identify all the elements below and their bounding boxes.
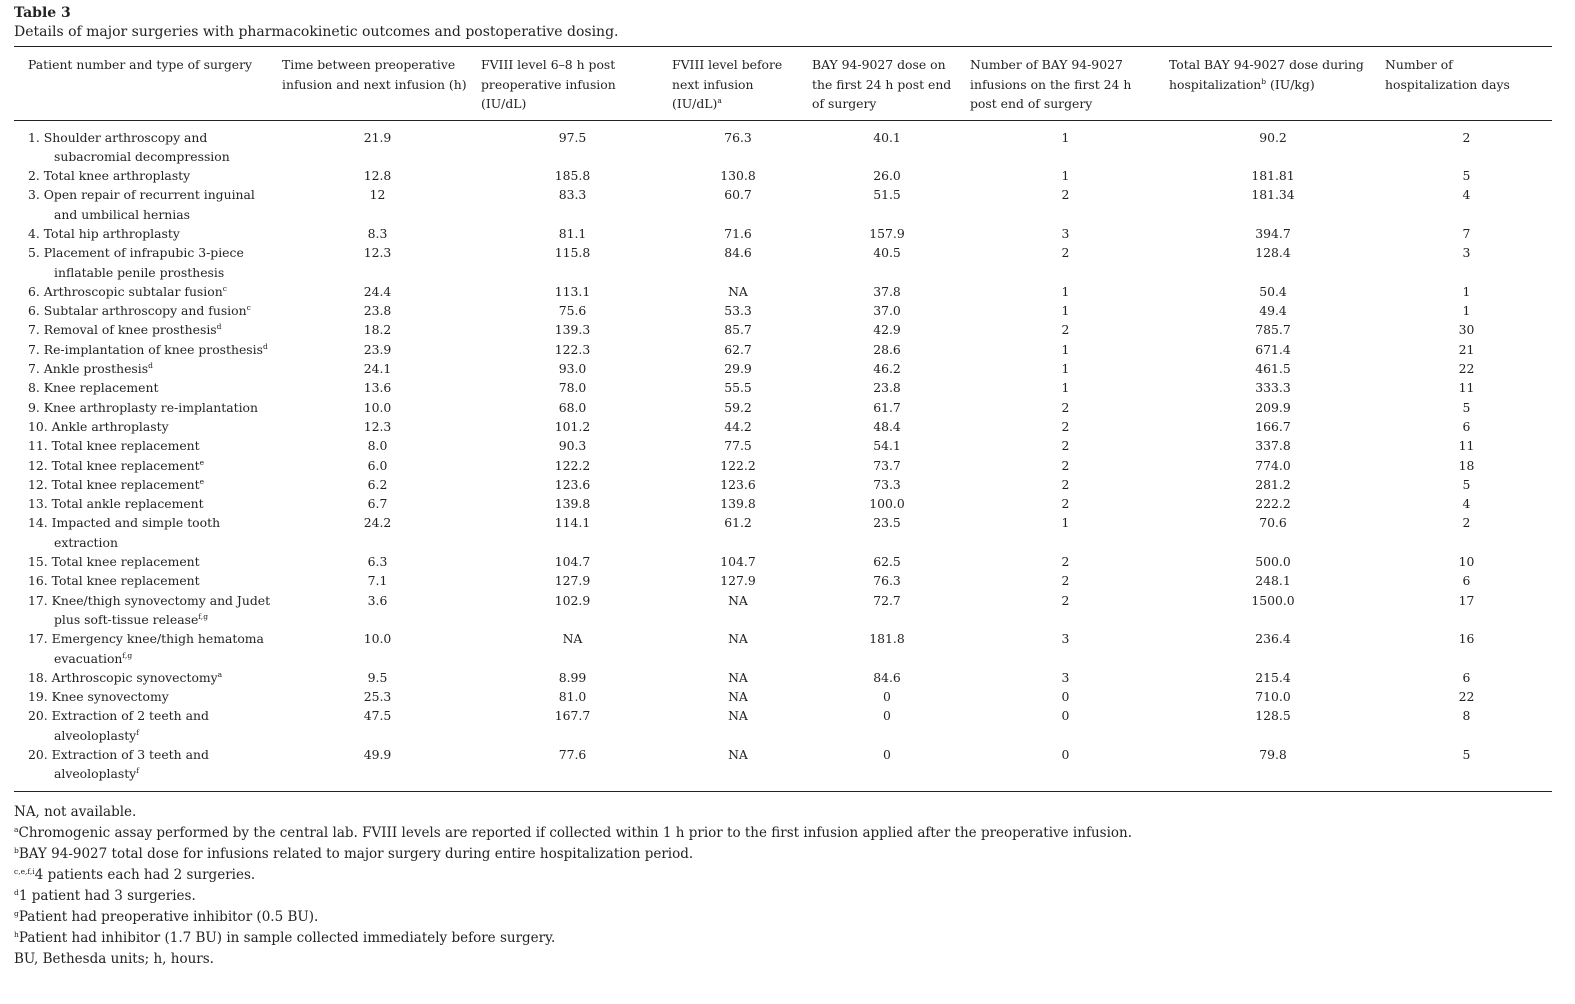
total-dose-cell: 181.34 [1251, 187, 1295, 203]
total-dose-cell: 500.0 [1255, 554, 1291, 570]
before-level-cell: 85.7 [724, 322, 752, 338]
post-level-cell: 115.8 [554, 245, 591, 261]
col-header-infusions-24h: Number of BAY 94-9027 infusions on the first 24 h post end of surgery [970, 57, 1132, 111]
days-cell: 18 [1458, 457, 1475, 473]
before-level-cell: 76.3 [724, 129, 752, 145]
before-level-cell: 62.7 [724, 341, 752, 357]
footnote-marker: e [199, 476, 205, 486]
days-cell: 2 [1462, 129, 1471, 145]
footnote-marker: c,e,f,i [14, 866, 35, 876]
surgery-cell: 7. Removal of knee prosthesis$^d$ [28, 322, 222, 338]
days-cell: 22 [1458, 689, 1475, 705]
table-row [14, 398, 1552, 417]
table-row [14, 571, 1552, 590]
table-row [14, 301, 1552, 320]
time-cell: 23.8 [363, 303, 392, 319]
time-cell: 13.6 [363, 380, 392, 396]
post-level-cell: 101.2 [554, 418, 591, 434]
dose-24h-cell: 42.9 [873, 322, 901, 338]
bottom-rule [14, 791, 1552, 792]
total-dose-cell: 785.7 [1255, 322, 1291, 338]
surgery-cell: 6. Subtalar arthroscopy and fusion$^c$ [28, 303, 251, 319]
infusions-cell: 1 [1061, 380, 1070, 396]
days-cell: 6 [1462, 669, 1471, 685]
infusions-cell: 3 [1061, 225, 1070, 241]
footnote-marker: d [14, 887, 19, 897]
surgery-cell: 3. Open repair of recurrent inguinal and umbilical hernias [28, 187, 255, 222]
total-dose-cell: 461.5 [1255, 361, 1291, 377]
total-dose-cell: 671.4 [1255, 341, 1291, 357]
table-row [14, 436, 1552, 455]
before-level-cell: NA [728, 708, 748, 724]
dose-24h-cell: 26.0 [873, 168, 901, 184]
before-level-cell: NA [728, 283, 748, 299]
total-dose-cell: 181.81 [1251, 168, 1295, 184]
dose-24h-cell: 84.6 [873, 669, 901, 685]
post-level-cell: 93.0 [558, 361, 587, 377]
dose-24h-cell: 0 [883, 747, 891, 762]
footnote-marker: e [199, 457, 205, 467]
table-row [14, 320, 1552, 339]
post-level-cell: 113.1 [554, 283, 591, 299]
before-level-cell: 139.8 [720, 496, 756, 512]
surgery-cell: 1. Shoulder arthroscopy and subacromial decompression [28, 129, 230, 164]
post-level-cell: 83.3 [558, 187, 587, 203]
infusions-cell: 1 [1061, 129, 1070, 145]
days-cell: 6 [1462, 418, 1471, 434]
post-level-cell: NA [562, 631, 583, 647]
before-level-cell: 53.3 [724, 303, 752, 319]
footnote: $^b$BAY 94-9027 total dose for infusions related to major surgery during entire hospitalization period. [14, 845, 694, 862]
table-caption: Details of major surgeries with pharmacokinetic outcomes and postoperative dosing. [14, 24, 619, 40]
footnote-marker: a [217, 669, 223, 679]
infusions-cell: 0 [1061, 747, 1070, 762]
footnote-marker: h [14, 929, 19, 939]
surgery-cell: 18. Arthroscopic synovectomy$^a$ [28, 669, 223, 685]
surgery-cell: 2. Total knee arthroplasty [28, 168, 191, 184]
time-cell: 49.9 [363, 747, 392, 762]
days-cell: 21 [1458, 341, 1475, 357]
dose-24h-cell: 181.8 [869, 631, 905, 647]
post-level-cell: 75.6 [558, 303, 587, 319]
surgery-cell: 16. Total knee replacement [28, 573, 200, 589]
before-level-cell: 71.6 [724, 225, 752, 241]
infusions-cell: 2 [1061, 573, 1070, 589]
infusions-cell: 2 [1061, 476, 1070, 492]
time-cell: 24.2 [363, 515, 392, 531]
days-cell: 5 [1462, 399, 1471, 415]
table-label: Table 3 [14, 5, 71, 21]
infusions-cell: 1 [1061, 168, 1070, 184]
before-level-cell: NA [728, 631, 748, 647]
table-row [14, 687, 1552, 706]
total-dose-cell: 209.9 [1255, 399, 1291, 415]
post-level-cell: 81.0 [558, 689, 587, 705]
infusions-cell: 1 [1061, 515, 1070, 531]
post-level-cell: 68.0 [558, 399, 587, 415]
dose-24h-cell: 0 [883, 689, 891, 705]
total-dose-cell: 1500.0 [1251, 592, 1295, 608]
before-level-cell: NA [728, 747, 748, 762]
before-level-cell: 44.2 [724, 418, 752, 434]
infusions-cell: 2 [1061, 554, 1070, 570]
table-row [14, 417, 1552, 436]
infusions-cell: 3 [1061, 631, 1070, 647]
footnote-marker: f [136, 727, 139, 737]
surgery-cell: 17. Emergency knee/thigh hematoma evacuation$^{f,g}$ [28, 631, 264, 666]
before-level-cell: 84.6 [724, 245, 752, 261]
surgery-cell: 6. Arthroscopic subtalar fusion$^c$ [28, 283, 227, 299]
table-row [14, 513, 1552, 552]
dose-24h-cell: 40.5 [873, 245, 901, 261]
infusions-cell: 3 [1061, 669, 1070, 685]
time-cell: 6.0 [367, 457, 388, 473]
dose-24h-cell: 61.7 [873, 399, 901, 415]
days-cell: 4 [1462, 496, 1471, 512]
table-row [14, 745, 1552, 791]
surgery-cell: 7. Re-implantation of knee prosthesis$^d$ [28, 341, 268, 357]
before-level-cell: 55.5 [724, 380, 752, 396]
dose-24h-cell: 54.1 [873, 438, 901, 454]
surgery-cell: 10. Ankle arthroplasty [28, 418, 169, 434]
time-cell: 12.3 [363, 245, 392, 261]
post-level-cell: 185.8 [554, 168, 591, 184]
surgery-cell: 19. Knee synovectomy [28, 689, 169, 705]
post-level-cell: 167.7 [554, 708, 591, 724]
total-dose-cell: 248.1 [1255, 573, 1291, 589]
post-level-cell: 97.5 [558, 129, 587, 145]
footnote-marker: c [222, 283, 227, 293]
footnote-marker: d [148, 361, 153, 371]
table-row [14, 456, 1552, 475]
days-cell: 5 [1462, 168, 1471, 184]
dose-24h-cell: 62.5 [873, 554, 901, 570]
footnote: BU, Bethesda units; h, hours. [14, 950, 214, 967]
footnote: NA, not available. [14, 803, 137, 820]
time-cell: 6.3 [367, 554, 388, 570]
infusions-cell: 1 [1061, 283, 1070, 299]
post-level-cell: 123.6 [554, 476, 591, 492]
total-dose-cell: 337.8 [1255, 438, 1291, 454]
table-row [14, 185, 1552, 224]
time-cell: 10.0 [363, 399, 392, 415]
footnote: $^{c,e,f,i}$4 patients each had 2 surgeries. [14, 866, 256, 883]
days-cell: 11 [1458, 438, 1475, 454]
before-level-cell: 104.7 [720, 554, 756, 570]
surgery-cell: 5. Placement of infrapubic 3-piece inflatable penile prosthesis [28, 245, 244, 280]
time-cell: 47.5 [363, 708, 392, 724]
post-level-cell: 78.0 [558, 380, 587, 396]
total-dose-cell: 49.4 [1259, 303, 1287, 319]
before-level-cell: NA [728, 689, 748, 705]
footnote: $^g$Patient had preoperative inhibitor (0.5 BU). [14, 908, 319, 925]
dose-24h-cell: 76.3 [873, 573, 901, 589]
before-level-cell: 127.9 [720, 573, 756, 589]
footnote-marker: b [14, 845, 19, 855]
footnote-marker: a [717, 96, 722, 105]
days-cell: 22 [1458, 361, 1475, 377]
post-level-cell: 122.2 [554, 457, 591, 473]
time-cell: 6.7 [367, 496, 388, 512]
col-header-dose-24h: BAY 94-9027 dose on the first 24 h post end of surgery [812, 57, 952, 111]
surgery-cell: 14. Impacted and simple tooth extraction [28, 515, 221, 550]
before-level-cell: 122.2 [720, 457, 756, 473]
footnote-marker: d [263, 341, 268, 351]
dose-24h-cell: 48.4 [873, 418, 901, 434]
infusions-cell: 2 [1061, 457, 1070, 473]
before-level-cell: 60.7 [724, 187, 752, 203]
total-dose-cell: 281.2 [1255, 476, 1291, 492]
total-dose-cell: 394.7 [1255, 225, 1291, 241]
time-cell: 6.2 [367, 476, 388, 492]
total-dose-cell: 166.7 [1255, 418, 1291, 434]
time-cell: 8.3 [367, 225, 388, 241]
post-level-cell: 102.9 [554, 592, 591, 608]
post-level-cell: 104.7 [554, 554, 591, 570]
total-dose-cell: 215.4 [1255, 669, 1291, 685]
col-header-total-dose: Total BAY 94-9027 dose during hospitalization$^b$ (IU/kg) [1169, 57, 1364, 92]
surgery-cell: 20. Extraction of 3 teeth and alveoloplasty$^f$ [28, 747, 209, 782]
header-row [14, 47, 1552, 120]
surgery-cell: 8. Knee replacement [28, 380, 159, 396]
table-row [14, 378, 1552, 397]
col-header-post-level: FVIII level 6–8 h post preoperative infusion (IU/dL) [481, 57, 616, 111]
total-dose-cell: 90.2 [1259, 129, 1287, 145]
table-row [14, 629, 1552, 668]
table-row [14, 359, 1552, 378]
days-cell: 16 [1458, 631, 1475, 647]
surgery-cell: 15. Total knee replacement [28, 554, 200, 570]
table-row [14, 552, 1552, 571]
col-header-hospital-days: Number of hospitalization days [1385, 57, 1510, 92]
total-dose-cell: 222.2 [1255, 496, 1291, 512]
total-dose-cell: 333.3 [1255, 380, 1291, 396]
total-dose-cell: 236.4 [1255, 631, 1291, 647]
infusions-cell: 2 [1061, 418, 1070, 434]
infusions-cell: 0 [1061, 689, 1070, 705]
post-level-cell: 8.99 [558, 669, 587, 685]
days-cell: 6 [1462, 573, 1471, 589]
days-cell: 1 [1462, 303, 1471, 319]
total-dose-cell: 128.5 [1255, 708, 1291, 724]
post-level-cell: 114.1 [554, 515, 591, 531]
footnote: $^h$Patient had inhibitor (1.7 BU) in sample collected immediately before surgery. [14, 929, 556, 946]
post-level-cell: 122.3 [554, 341, 591, 357]
days-cell: 1 [1462, 283, 1471, 299]
days-cell: 8 [1462, 708, 1471, 724]
col-header-surgery: Patient number and type of surgery [28, 57, 253, 72]
before-level-cell: 123.6 [720, 476, 756, 492]
table-figure [14, 4, 1552, 970]
total-dose-cell: 128.4 [1255, 245, 1291, 261]
before-level-cell: 130.8 [720, 168, 756, 184]
infusions-cell: 2 [1061, 496, 1070, 512]
days-cell: 2 [1462, 515, 1471, 531]
surgery-cell: 20. Extraction of 2 teeth and alveoloplasty$^f$ [28, 708, 209, 743]
days-cell: 10 [1458, 554, 1475, 570]
before-level-cell: 77.5 [724, 438, 752, 454]
time-cell: 9.5 [367, 669, 388, 685]
surgery-cell: 12. Total knee replacement$^e$ [28, 476, 205, 492]
dose-24h-cell: 157.9 [869, 225, 905, 241]
dose-24h-cell: 51.5 [873, 187, 901, 203]
post-level-cell: 90.3 [558, 438, 587, 454]
dose-24h-cell: 37.0 [873, 303, 901, 319]
days-cell: 17 [1458, 592, 1475, 608]
time-cell: 24.1 [363, 361, 392, 377]
footnote-marker: a [14, 824, 19, 834]
table-row [14, 243, 1552, 282]
dose-24h-cell: 73.7 [873, 457, 901, 473]
surgery-cell: 9. Knee arthroplasty re-implantation [28, 399, 258, 415]
col-header-before-level: FVIII level before next infusion $(IU/dL)^a$ [672, 57, 783, 111]
footnote: $^a$Chromogenic assay performed by the central lab. FVIII levels are reported if collected within 1 h prior to the first infusion applied after the preoperative infusion. [14, 824, 1132, 841]
table-row [14, 591, 1552, 630]
time-cell: 25.3 [363, 689, 392, 705]
dose-24h-cell: 37.8 [873, 283, 901, 299]
days-cell: 11 [1458, 380, 1475, 396]
table-row [14, 706, 1552, 745]
table-row [14, 340, 1552, 359]
before-level-cell: 61.2 [724, 515, 752, 531]
infusions-cell: 2 [1061, 322, 1070, 338]
dose-24h-cell: 23.8 [873, 380, 901, 396]
dose-24h-cell: 72.7 [873, 592, 901, 608]
total-dose-cell: 79.8 [1259, 747, 1287, 762]
infusions-cell: 2 [1061, 187, 1070, 203]
infusions-cell: 2 [1061, 438, 1070, 454]
footnote-marker: c [246, 303, 251, 313]
time-cell: 10.0 [363, 631, 392, 647]
total-dose-cell: 710.0 [1255, 689, 1291, 705]
before-level-cell: NA [728, 592, 748, 608]
table-row [14, 121, 1552, 167]
footnote-marker: g [14, 908, 19, 918]
footnote-marker: f,g [122, 650, 133, 660]
before-level-cell: 59.2 [724, 399, 752, 415]
time-cell: 23.9 [363, 341, 392, 357]
table-row [14, 282, 1552, 301]
table-row [14, 166, 1552, 185]
footnote: $^d$1 patient had 3 surgeries. [14, 887, 196, 904]
time-cell: 24.4 [363, 283, 392, 299]
infusions-cell: 2 [1061, 399, 1070, 415]
table-row [14, 475, 1552, 494]
surgery-cell: 7. Ankle prosthesis$^d$ [28, 361, 153, 377]
before-level-cell: 29.9 [724, 361, 752, 377]
dose-24h-cell: 23.5 [873, 515, 901, 531]
surgery-table [14, 47, 1552, 791]
total-dose-cell: 50.4 [1259, 283, 1287, 299]
infusions-cell: 1 [1061, 341, 1070, 357]
footnote-marker: f,g [198, 611, 208, 621]
days-cell: 5 [1462, 747, 1471, 762]
time-cell: 12 [369, 187, 386, 203]
time-cell: 3.6 [367, 592, 388, 608]
post-level-cell: 139.3 [554, 322, 591, 338]
dose-24h-cell: 73.3 [873, 476, 901, 492]
dose-24h-cell: 100.0 [869, 496, 905, 512]
days-cell: 3 [1462, 245, 1471, 261]
footnote-marker: f [136, 766, 139, 776]
days-cell: 30 [1458, 322, 1475, 338]
dose-24h-cell: 0 [883, 708, 891, 724]
dose-24h-cell: 46.2 [873, 361, 901, 377]
col-header-time: Time between preoperative infusion and next infusion (h) [282, 57, 467, 92]
infusions-cell: 2 [1061, 592, 1070, 608]
time-cell: 8.0 [367, 438, 388, 454]
dose-24h-cell: 40.1 [873, 129, 901, 145]
time-cell: 7.1 [367, 573, 388, 589]
footnotes [14, 802, 1552, 970]
surgery-cell: 13. Total ankle replacement [28, 496, 204, 512]
time-cell: 21.9 [363, 129, 392, 145]
surgery-cell: 12. Total knee replacement$^e$ [28, 457, 205, 473]
days-cell: 5 [1462, 476, 1471, 492]
post-level-cell: 139.8 [554, 496, 591, 512]
days-cell: 4 [1462, 187, 1471, 203]
surgery-cell: 4. Total hip arthroplasty [28, 225, 180, 241]
table-row [14, 494, 1552, 513]
infusions-cell: 1 [1061, 361, 1070, 377]
time-cell: 18.2 [363, 322, 392, 338]
footnote-marker: d [216, 322, 222, 332]
table-row [14, 668, 1552, 687]
footnote-marker: b [1261, 76, 1267, 86]
infusions-cell: 0 [1061, 708, 1070, 724]
post-level-cell: 127.9 [554, 573, 591, 589]
surgery-cell: 11. Total knee replacement [28, 438, 200, 454]
infusions-cell: 2 [1061, 245, 1070, 261]
total-dose-cell: 774.0 [1255, 457, 1291, 473]
before-level-cell: NA [728, 669, 748, 685]
days-cell: 7 [1462, 225, 1471, 241]
total-dose-cell: 70.6 [1259, 515, 1287, 531]
infusions-cell: 1 [1061, 303, 1070, 319]
post-level-cell: 77.6 [558, 747, 587, 762]
surgery-cell: 17. Knee/thigh synovectomy and Judet plus soft-tissue release$^{f,g}$ [28, 592, 271, 627]
time-cell: 12.8 [363, 168, 392, 184]
time-cell: 12.3 [363, 418, 392, 434]
post-level-cell: 81.1 [558, 225, 587, 241]
dose-24h-cell: 28.6 [873, 341, 901, 357]
table-row [14, 224, 1552, 243]
